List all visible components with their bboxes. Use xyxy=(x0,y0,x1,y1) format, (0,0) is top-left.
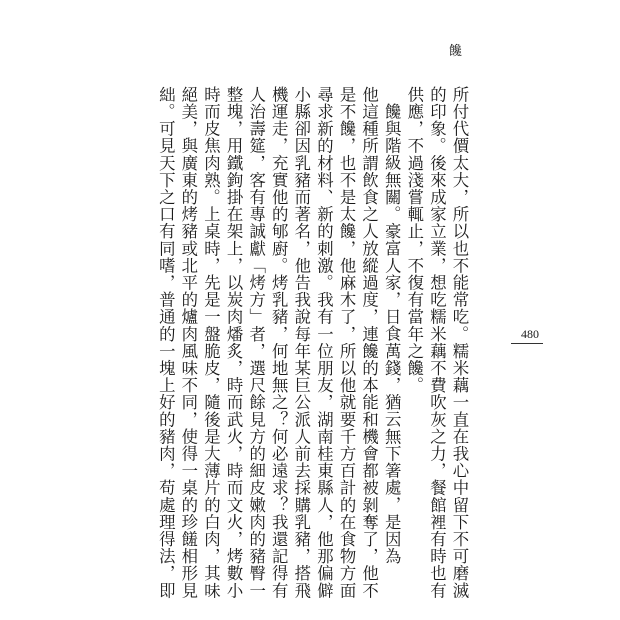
text-column: 饞與階級無關。豪富人家，日食萬錢，猶云無下箸處，是因為 xyxy=(382,102,402,565)
text-column: 尋求新的材料、新的刺激。我有一位朋友，湖南桂東縣人，他那偏僻 xyxy=(314,86,334,599)
text-column: 絕美，與廣東的烤豬或北平的爐肉風味不同，使得一桌的珍饈相形見 xyxy=(178,86,198,599)
text-column: 整塊，用鐵鉤掛在架上，以炭肉燔炙，時而武火，時而文火，烤數小 xyxy=(224,86,244,599)
text-column: 小縣卻因乳豬而著名，他告我說每年某巨公派人前去採購乳豬，搭飛 xyxy=(291,86,311,599)
text-column: 供應，不過淺嘗輒止，不復有當年之饞。 xyxy=(404,86,424,394)
text-column: 所付代價太大，所以也不能常吃。糯米藕一直在我心中留下不可磨滅 xyxy=(450,86,469,599)
page-number: 480 xyxy=(521,327,539,341)
text-column: 絀。可見天下之口有同嗜，普通的一塊上好的豬肉，苟處理得法，即 xyxy=(156,86,176,599)
text-column: 的印象。後來成家立業，想吃糯米藕不費吹灰之力，餐館裡有時也有 xyxy=(427,86,447,599)
text-column: 是不饞，也不是太饞，他麻木了，所以他就要千方百計的在食物方面 xyxy=(337,86,357,599)
page-number-rule xyxy=(511,343,543,344)
text-column: 人治壽筵，客有專誠獻「烤方」者，選尺餘見方的細皮嫩肉的豬臀一 xyxy=(246,86,266,599)
text-column: 機運走，充實他的郇廚。烤乳豬，何地無之？何必遠求？我還記得有 xyxy=(269,86,289,599)
text-column: 時而皮焦肉熟。上桌時，先是一盤脆皮，隨後是大薄片的白肉，其味 xyxy=(201,86,221,599)
body-text xyxy=(48,86,470,599)
running-head: 饞 xyxy=(449,44,463,59)
text-column: 他這種所謂飲食之人放縱過度，連饞的本能和機會都被剝奪了，他不 xyxy=(359,86,379,599)
